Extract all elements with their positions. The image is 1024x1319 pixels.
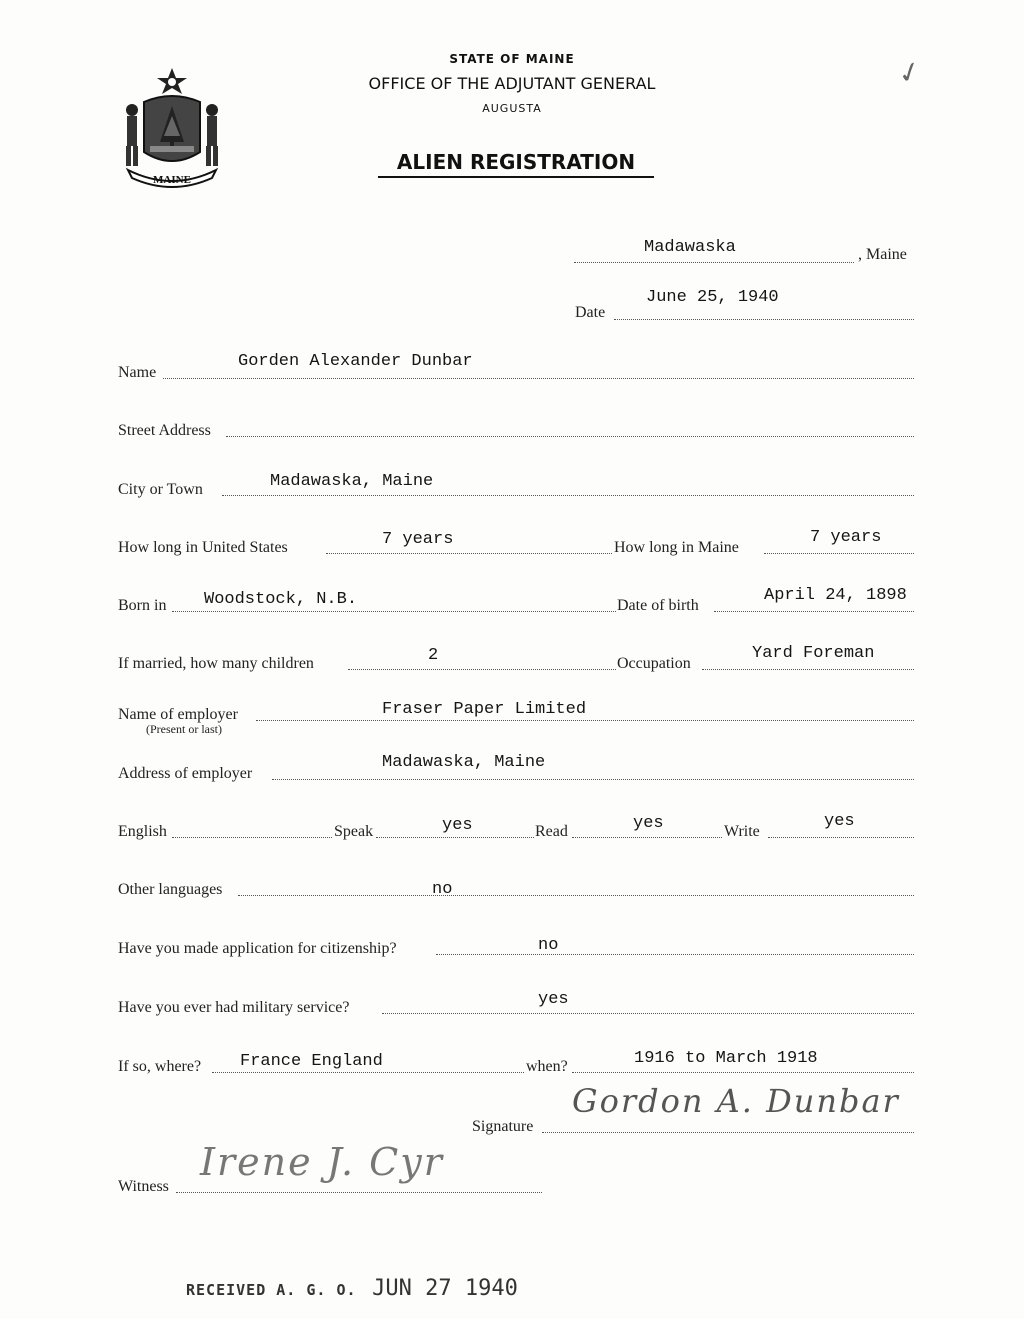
date-of-birth-value: April 24, 1898 — [764, 586, 907, 605]
location-value: Madawaska — [644, 238, 736, 257]
how-long-us-label: How long in United States — [118, 539, 288, 556]
speak-line — [376, 837, 534, 838]
speak-label: Speak — [334, 823, 374, 840]
how-long-us-line — [326, 553, 612, 554]
occupation-label: Occupation — [617, 655, 691, 672]
header-city: AUGUSTA — [482, 102, 542, 115]
military-line — [382, 1013, 914, 1014]
read-label: Read — [535, 823, 568, 840]
how-long-maine-value: 7 years — [810, 528, 882, 547]
children-value: 2 — [428, 646, 439, 665]
date-line — [614, 319, 914, 320]
write-label: Write — [724, 823, 760, 840]
children-label: If married, how many children — [118, 655, 314, 672]
occupation-line — [702, 669, 914, 670]
signature-handwriting: Gordon A. Dunbar — [572, 1082, 900, 1120]
write-line — [768, 837, 914, 838]
signature-line — [542, 1132, 914, 1133]
other-languages-line — [238, 895, 914, 896]
header-state: STATE OF MAINE — [449, 52, 575, 66]
read-value: yes — [633, 814, 664, 833]
when-line — [572, 1072, 914, 1073]
citizenship-line — [436, 954, 914, 955]
location-line — [574, 262, 854, 263]
check-mark: ✓ — [893, 55, 926, 92]
how-long-maine-line — [764, 553, 914, 554]
name-value: Gorden Alexander Dunbar — [238, 352, 473, 371]
svg-text:MAINE: MAINE — [153, 174, 191, 186]
speak-value: yes — [442, 816, 473, 835]
where-line — [212, 1072, 524, 1073]
witness-line — [176, 1192, 542, 1193]
received-stamp — [186, 1276, 518, 1301]
employer-address-value: Madawaska, Maine — [382, 753, 546, 772]
read-line — [572, 837, 722, 838]
employer-address-label: Address of employer — [118, 765, 253, 782]
born-in-line — [172, 611, 616, 612]
name-label: Name — [118, 364, 157, 381]
military-label: Have you ever had military service? — [118, 999, 350, 1016]
form-title — [378, 150, 654, 178]
where-label: If so, where? — [118, 1058, 202, 1075]
city-line — [222, 495, 914, 496]
signature-label: Signature — [472, 1118, 534, 1135]
name-line — [163, 378, 914, 379]
when-label: when? — [526, 1058, 568, 1075]
other-languages-value: no — [432, 880, 453, 899]
street-line — [226, 436, 914, 437]
write-value: yes — [824, 812, 855, 831]
citizenship-value: no — [538, 936, 559, 955]
when-value: 1916 to March 1918 — [634, 1049, 818, 1068]
english-line — [172, 837, 332, 838]
military-value: yes — [538, 990, 569, 1009]
children-line — [348, 669, 616, 670]
employer-line — [256, 720, 914, 721]
witness-label: Witness — [118, 1178, 169, 1195]
received-stamp-text: RECEIVED A. G. O. — [186, 1281, 357, 1299]
city-value: Madawaska, Maine — [270, 472, 434, 491]
witness-handwriting: Irene J. Cyr — [200, 1140, 444, 1184]
employer-address-line — [272, 779, 914, 780]
how-long-maine-label: How long in Maine — [614, 539, 739, 556]
city-label: City or Town — [118, 481, 203, 498]
how-long-us-value: 7 years — [382, 530, 454, 549]
employer-label: Name of employer — [118, 706, 238, 723]
date-of-birth-line — [714, 611, 914, 612]
form-title-text: ALIEN REGISTRATION — [396, 150, 636, 174]
location-suffix: , Maine — [858, 246, 907, 263]
date-of-birth-label: Date of birth — [617, 597, 699, 614]
citizenship-label: Have you made application for citizenship? — [118, 940, 397, 957]
header-office: OFFICE OF THE ADJUTANT GENERAL — [368, 74, 656, 93]
born-in-value: Woodstock, N.B. — [204, 590, 358, 609]
other-languages-label: Other languages — [118, 881, 223, 898]
employer-sublabel: (Present or last) — [146, 722, 222, 736]
received-stamp-date: JUN 27 1940 — [372, 1276, 518, 1301]
where-value: France England — [240, 1052, 383, 1071]
street-label: Street Address — [118, 422, 211, 439]
employer-value: Fraser Paper Limited — [382, 700, 587, 719]
born-in-label: Born in — [118, 597, 167, 614]
occupation-value: Yard Foreman — [752, 644, 875, 663]
date-label: Date — [575, 304, 606, 321]
english-label: English — [118, 823, 167, 840]
date-value: June 25, 1940 — [646, 288, 779, 307]
